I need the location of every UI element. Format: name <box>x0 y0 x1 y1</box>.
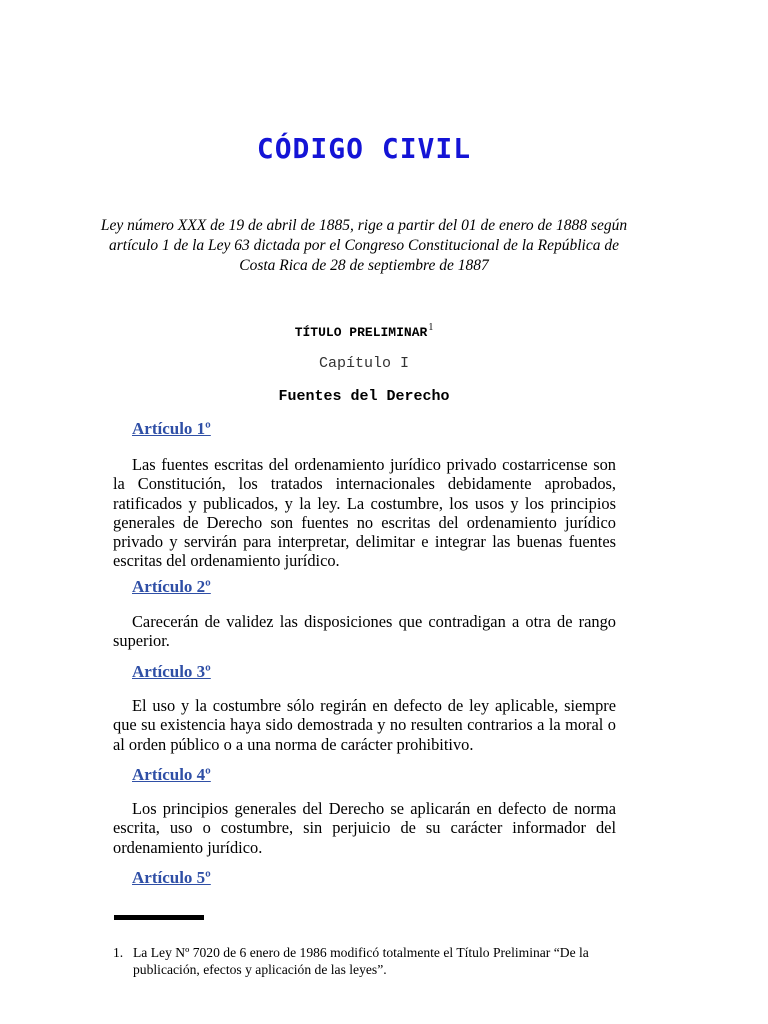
article-link-4[interactable]: Artículo 4º <box>132 765 211 784</box>
article-text-4: Los principios generales del Derecho se aplicarán en defecto de norma escrita, uso o costumbre, sin perjuicio de su carácter informador del ordenamiento jurídico. <box>113 799 616 857</box>
article-link-1[interactable]: Artículo 1º <box>132 419 211 438</box>
article-text-3: El uso y la costumbre sólo regirán en defecto de ley aplicable, siempre que su existencia haya sido demostrada y no resulten contrarios a la moral o al orden público o a una norma de carácter prohibitivo. <box>113 696 616 754</box>
section-heading: Fuentes del Derecho <box>278 388 450 405</box>
footnote-reference[interactable]: 1 <box>428 322 434 333</box>
document-title: CÓDIGO CIVIL <box>256 132 472 165</box>
article-link-3[interactable]: Artículo 3º <box>132 662 211 681</box>
article-text-1: Las fuentes escritas del ordenamiento jurídico privado costarricense son la Constitución, los tratados internacionales debidamente aprobados, ratificados y publicados, y la ley. La costumbre, los usos y los principios generales de Derecho son fuentes no escritas del ordenamiento jurídico privado y servirán para interpretar, delimitar e integrar las buenas fuentes escritas del ordenamiento jurídico. <box>113 455 616 571</box>
capitulo-heading: Capítulo I <box>318 355 409 372</box>
footnote-text: La Ley Nº 7020 de 6 enero de 1986 modificó totalmente el Título Preliminar “De la publicación, efectos y aplicación de las leyes”. <box>133 945 589 977</box>
article-link-2[interactable]: Artículo 2º <box>132 577 211 596</box>
footnote-divider <box>114 915 204 920</box>
footnote-number: 1. <box>113 945 124 960</box>
titulo-text: TÍTULO PRELIMINAR <box>294 325 428 340</box>
document-subtitle: Ley número XXX de 19 de abril de 1885, rige a partir del 01 de enero de 1888 según artículo 1 de la Ley 63 dictada por el Congreso Constitucional de la República de Costa Rica de 28 de septiembre de 1887 <box>100 217 628 274</box>
article-text-2: Carecerán de validez las disposiciones que contradigan a otra de rango superior. <box>113 612 616 651</box>
titulo-heading <box>0 322 728 340</box>
footnote <box>113 944 618 978</box>
article-link-5[interactable]: Artículo 5º <box>132 868 211 887</box>
